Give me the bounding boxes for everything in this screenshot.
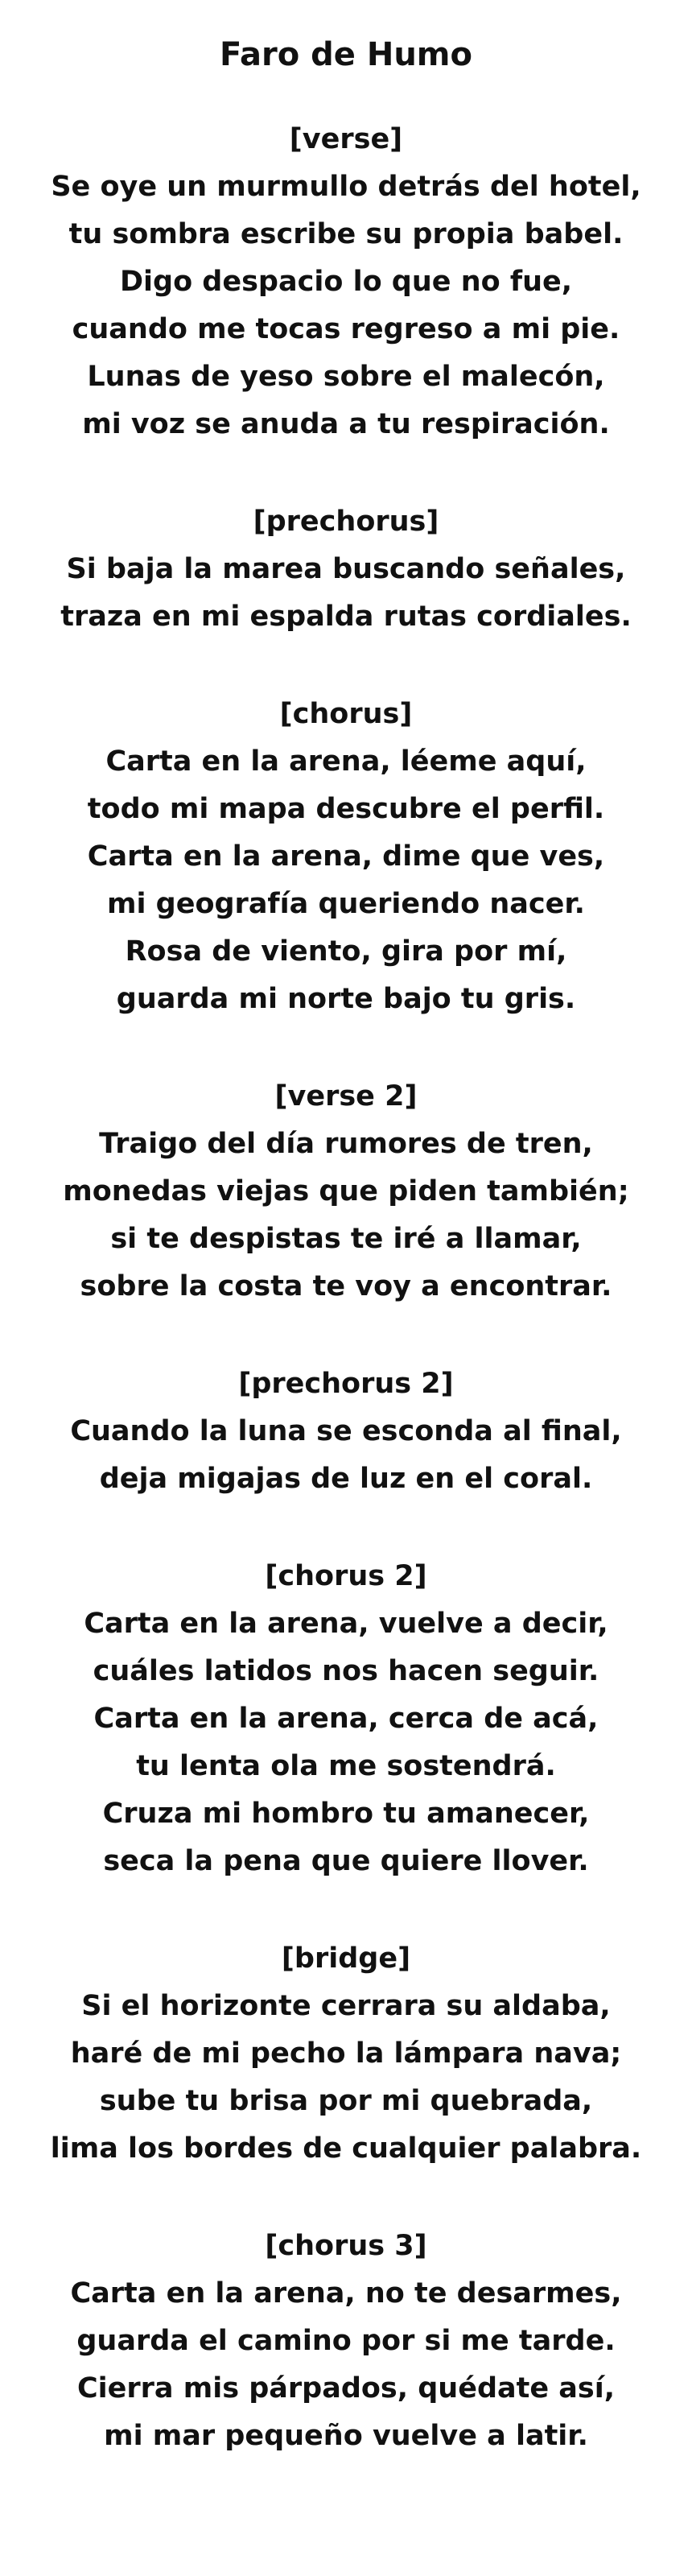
- lyric-line: cuando me tocas regreso a mi pie.: [72, 313, 620, 345]
- lyric-line: traza en mi espalda rutas cordiales.: [60, 601, 632, 633]
- song-title: Faro de Humo: [220, 36, 472, 73]
- lyric-line: tu lenta ola me sostendrá.: [136, 1750, 556, 1782]
- lyrics-section: [0, 1073, 692, 1311]
- lyric-line: Carta en la arena, cerca de acá,: [93, 1703, 599, 1735]
- lyric-line: deja migajas de luz en el coral.: [99, 1463, 593, 1495]
- lyric-line: tu sombra escribe su propia babel.: [68, 218, 624, 250]
- lyric-line: Digo despacio lo que no fue,: [119, 266, 573, 298]
- section-label: [prechorus]: [253, 506, 439, 538]
- lyric-line: guarda el camino por si me tarde.: [76, 2325, 616, 2357]
- lyrics-section: [0, 2223, 692, 2460]
- lyric-line: Carta en la arena, vuelve a decir,: [84, 1608, 608, 1640]
- lyric-line: haré de mi pecho la lámpara nava;: [70, 2037, 622, 2070]
- lyric-line: Lunas de yeso sobre el malecón,: [87, 361, 605, 393]
- lyrics-section: [0, 498, 692, 641]
- lyric-line: Rosa de viento, gira por mí,: [125, 935, 567, 968]
- lyric-line: si te despistas te iré a llamar,: [110, 1223, 582, 1255]
- section-label: [chorus 3]: [265, 2230, 427, 2262]
- lyric-line: Si baja la marea buscando señales,: [66, 553, 626, 585]
- section-label: [prechorus 2]: [238, 1368, 454, 1400]
- lyric-line: guarda mi norte bajo tu gris.: [116, 983, 576, 1015]
- lyric-line: Cruza mi hombro tu amanecer,: [102, 1798, 590, 1830]
- lyrics-section: [0, 1935, 692, 2173]
- lyric-line: Cierra mis párpados, quédate así,: [76, 2372, 616, 2405]
- section-label: [chorus]: [279, 698, 413, 730]
- lyric-line: Carta en la arena, dime que ves,: [87, 840, 605, 873]
- lyric-line: Carta en la arena, no te desarmes,: [70, 2277, 622, 2310]
- section-label: [verse]: [289, 123, 403, 155]
- lyric-line: sobre la costa te voy a encontrar.: [80, 1270, 612, 1302]
- lyric-line: Carta en la arena, léeme aquí,: [105, 745, 587, 778]
- lyrics-section: [0, 691, 692, 1023]
- lyric-line: mi mar pequeño vuelve a latir.: [104, 2420, 588, 2452]
- lyrics-section: [0, 1360, 692, 1503]
- section-label: [bridge]: [281, 1942, 411, 1975]
- lyric-line: Traigo del día rumores de tren,: [99, 1128, 593, 1160]
- lyric-line: lima los bordes de cualquier palabra.: [50, 2132, 642, 2165]
- section-label: [verse 2]: [274, 1080, 418, 1113]
- lyric-line: seca la pena que quiere llover.: [103, 1845, 589, 1877]
- section-label: [chorus 2]: [265, 1560, 427, 1592]
- lyric-line: monedas viejas que piden también;: [63, 1175, 629, 1208]
- lyric-line: cuáles latidos nos hacen seguir.: [93, 1655, 599, 1687]
- lyrics-section: [0, 116, 692, 448]
- lyric-line: Si el horizonte cerrara su aldaba,: [81, 1990, 611, 2022]
- lyric-line: Cuando la luna se esconda al final,: [70, 1415, 622, 1447]
- lyric-line: mi voz se anuda a tu respiración.: [82, 408, 610, 440]
- lyric-line: todo mi mapa descubre el perfil.: [87, 793, 605, 825]
- lyric-line: Se oye un murmullo detrás del hotel,: [51, 171, 641, 203]
- lyric-line: mi geografía queriendo nacer.: [107, 888, 585, 920]
- lyric-line: sube tu brisa por mi quebrada,: [99, 2085, 593, 2117]
- lyrics-body: [0, 116, 692, 2460]
- lyrics-section: [0, 1553, 692, 1885]
